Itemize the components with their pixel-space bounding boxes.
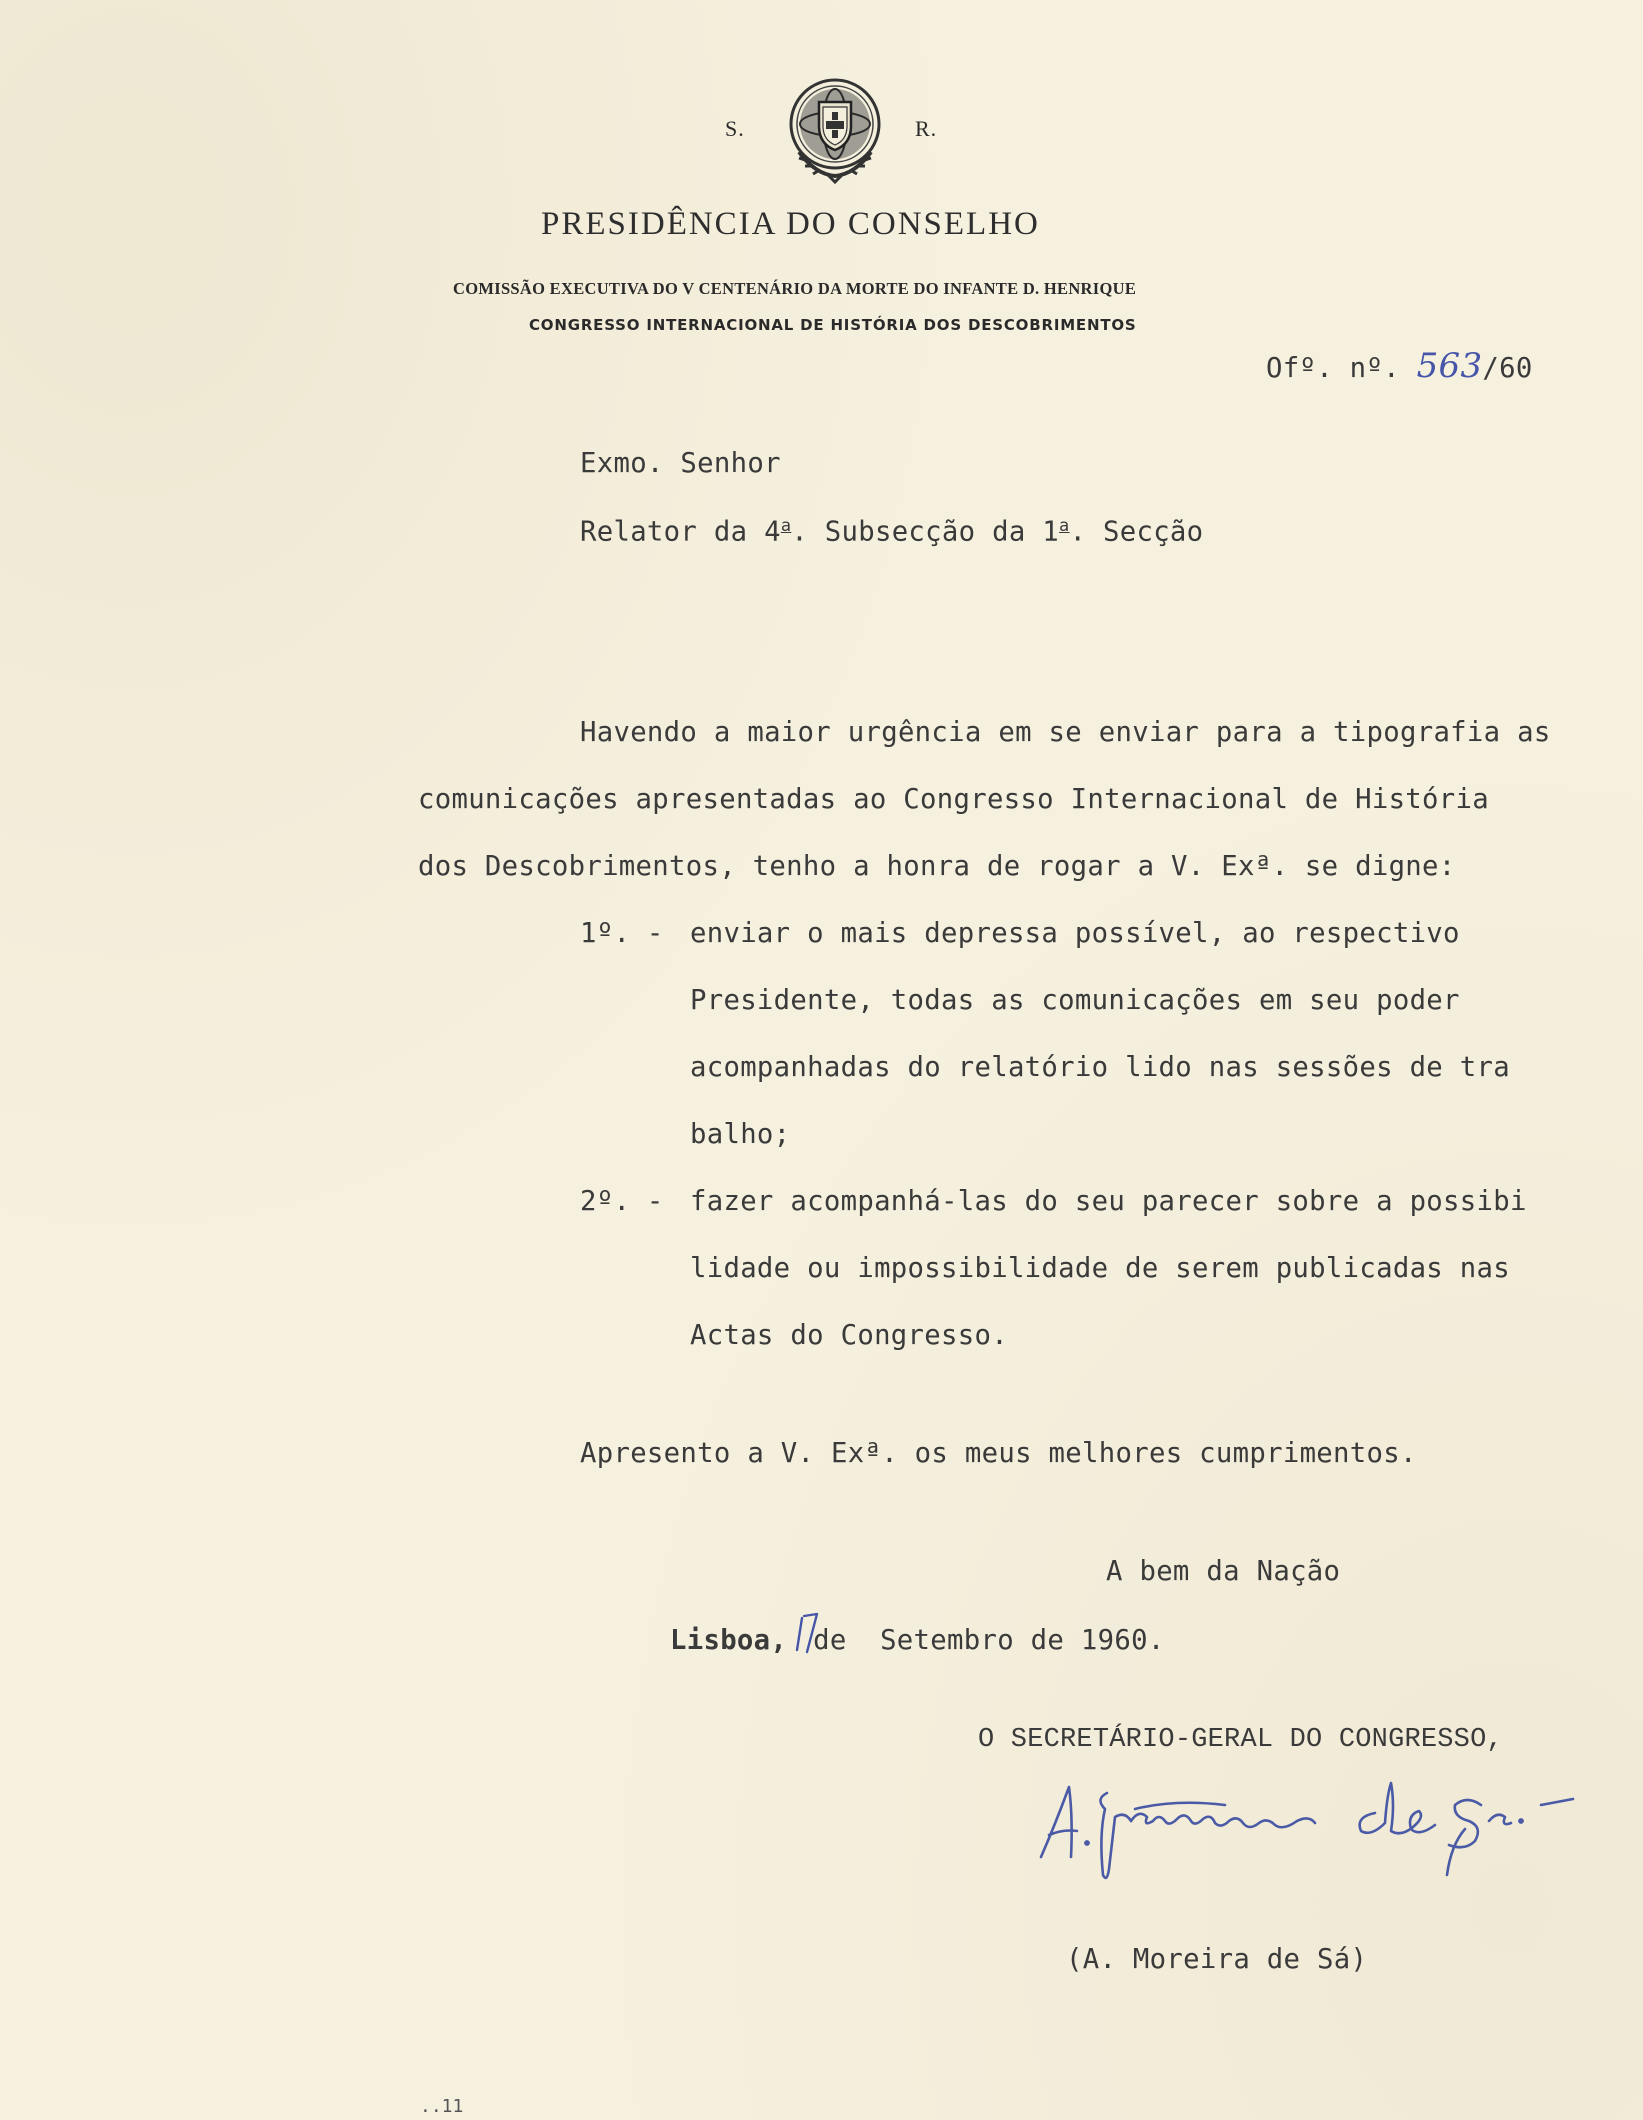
addressee-ordinal: a [1059, 515, 1070, 535]
date-place: Lisboa, [670, 1625, 788, 1656]
reference-number [1266, 346, 1533, 386]
header-initial-r: R. [915, 116, 938, 141]
handwritten-day [793, 1610, 821, 1658]
addressee-title-part: Relator da 4 [580, 516, 781, 548]
motto: A bem da Nação [1106, 1556, 1341, 1587]
addressee-title [580, 515, 1203, 547]
coat-of-arms-icon [785, 74, 885, 186]
addressee-title-part: . Secção [1069, 516, 1204, 548]
letterhead-line-congress: CONGRESSO INTERNACIONAL DE HISTÓRIA DOS DESCOBRIMENTOS [529, 316, 1137, 334]
list-item-line: acompanhadas do relatório lido nas sessões de tra [690, 1052, 1510, 1083]
list-item-label: 2º. - [580, 1186, 664, 1217]
date-line [670, 1625, 1165, 1656]
page-title: PRESIDÊNCIA DO CONSELHO [541, 206, 1040, 242]
addressee-ordinal: a [780, 515, 792, 535]
list-item-line: fazer acompanhá-las do seu parecer sobre a possibi [690, 1186, 1527, 1217]
closing-line: Apresento a V. Exª. os meus melhores cumprimentos. [580, 1438, 1417, 1469]
letterhead-line-commission: COMISSÃO EXECUTIVA DO V CENTENÁRIO DA MORTE DO INFANTE D. HENRIQUE [453, 279, 1137, 298]
list-item-line: Presidente, todas as comunicações em seu poder [690, 985, 1460, 1016]
signatory-role: O SECRETÁRIO-GERAL DO CONGRESSO, [978, 1725, 1503, 1755]
body-paragraph-line: dos Descobrimentos, tenho a honra de rogar a V. Exª. se digne: [418, 851, 1456, 882]
list-item-line: balho; [690, 1119, 791, 1150]
handwritten-signature [1035, 1765, 1585, 1895]
list-item-line: enviar o mais depressa possível, ao respectivo [690, 918, 1460, 949]
footer-mark: ..11 [420, 2096, 464, 2117]
list-item-label: 1º. - [580, 918, 664, 949]
addressee-salutation: Exmo. Senhor [580, 448, 781, 479]
reference-handwritten-number: 563 [1416, 346, 1483, 386]
header-initial-s: S. [725, 116, 745, 141]
body-paragraph-line: Havendo a maior urgência em se enviar para a tipografia as [580, 717, 1551, 748]
reference-suffix: /60 [1482, 353, 1533, 384]
reference-prefix: Ofº. nº. [1266, 353, 1417, 384]
addressee-title-part: . Subsecção da 1 [791, 516, 1060, 548]
list-item-line: lidade ou impossibilidade de serem publicadas nas [690, 1253, 1510, 1284]
printed-name: (A. Moreira de Sá) [1066, 1944, 1368, 1975]
list-item-line: Actas do Congresso. [690, 1320, 1008, 1351]
date-rest: de Setembro de 1960. [813, 1625, 1165, 1656]
body-paragraph-line: comunicações apresentadas ao Congresso Internacional de História [418, 784, 1489, 815]
